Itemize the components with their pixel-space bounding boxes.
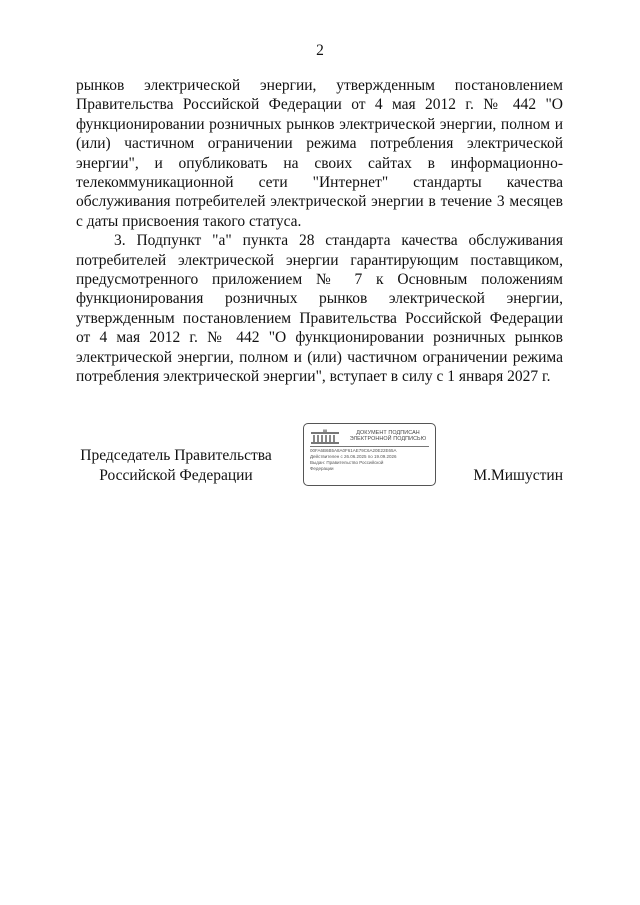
stamp-title: ДОКУМЕНТ ПОДПИСАН ЭЛЕКТРОННОЙ ПОДПИСЬЮ	[349, 430, 427, 443]
certificate-issuer-line1: Выдан: Правительство Российской	[310, 460, 384, 465]
certificate-issuer-line2: Федерации	[310, 466, 334, 471]
stamp-divider	[310, 446, 429, 447]
signatory-name: М.Мишустин	[473, 467, 563, 484]
page-number: 2	[316, 42, 324, 59]
government-building-icon	[310, 429, 340, 445]
paragraph-item-3: 3. Подпункт "а" пункта 28 стандарта качества обслуживания потребителей электрической энергии гарантирующим поставщиком, предусмотренного приложением № 7 к Основным положениям функционирования розничных рынков электрической энергии, утвержденным постановлением Правительства Российской Федерации от 4 мая 2012 г. № 442 "О функционировании розничных рынков электрической энергии, полном и (или) частичном ограничении режима потребления электрической энергии", вступает в силу с 1 января 2027 г.	[76, 232, 563, 386]
paragraph-continuation: рынков электрической энергии, утвержденным постановлением Правительства Российской Федерации от 4 мая 2012 г. № 442 "О функционировании розничных рынков электрической энергии, полном и (или) частичном ограничении режима потребления электрической энергии", и опубликовать на своих сайтах в информационно-телекоммуникационной сети "Интернет" стандарты качества обслуживания потребителей электрической энергии в течение 3 месяцев с даты присвоения такого статуса.	[76, 77, 563, 230]
signatory-position-line2: Российской Федерации	[99, 467, 253, 484]
signatory-position	[76, 446, 276, 486]
document-body	[76, 76, 563, 387]
signatory-position-line1: Председатель Правительства	[80, 447, 272, 464]
certificate-validity: Действителен с 26.06.2025 по 19.09.2026	[310, 454, 397, 459]
electronic-signature-stamp	[303, 423, 436, 486]
stamp-details	[310, 448, 432, 472]
certificate-serial: 00FA6B6B5A8A0F61AE79C6A20E22E65A	[310, 448, 397, 453]
